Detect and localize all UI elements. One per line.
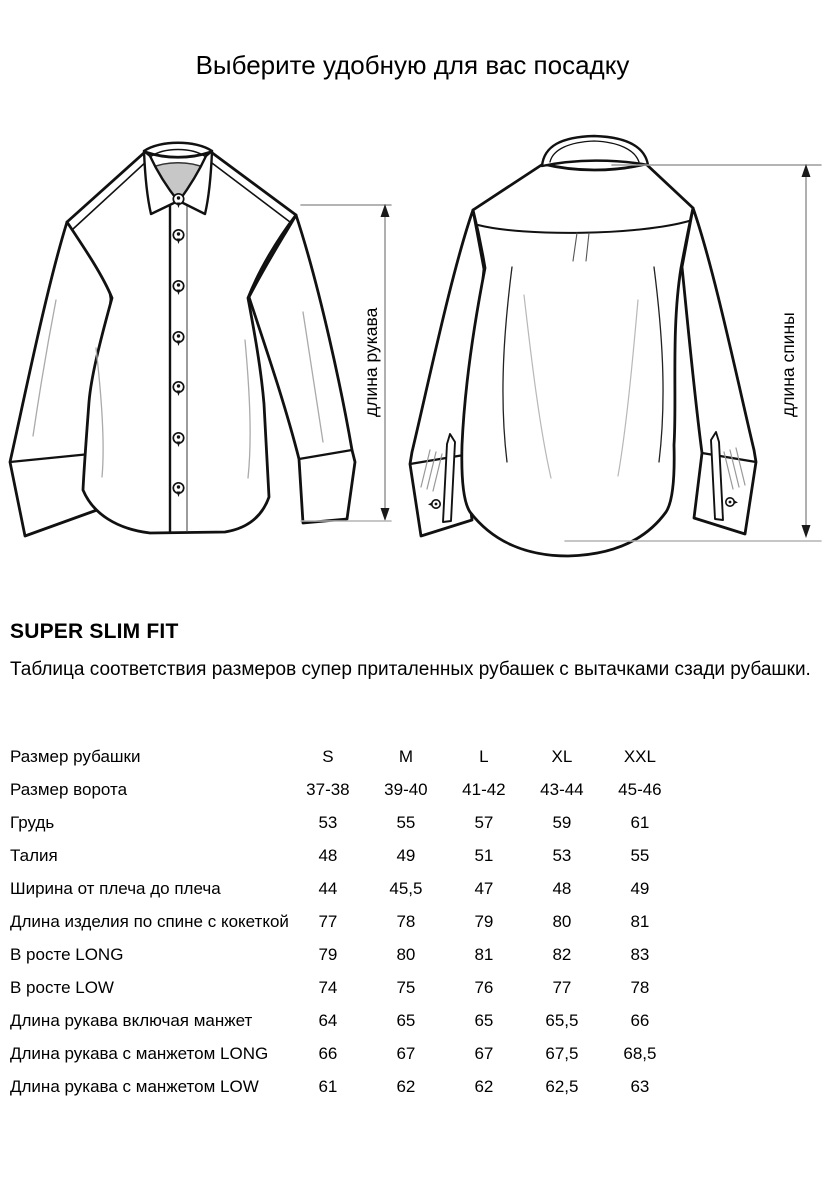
front-shirt-drawing [10,143,355,536]
size-value-cell: 51 [474,846,494,865]
size-value-cell: 49 [396,846,416,865]
arrow-down-icon [802,525,811,538]
size-value-cell: 45,5 [389,879,423,898]
size-value-cell: 61 [630,813,650,832]
size-value-cell: 79 [474,912,494,931]
size-value-cell: 53 [318,813,338,832]
size-value-cell: 66 [318,1044,338,1063]
size-value-cell: 75 [396,978,416,997]
row-label: Размер ворота [10,780,128,799]
size-column-header: XL [551,747,573,766]
size-value-cell: 63 [630,1077,650,1096]
size-value-cell: 67,5 [545,1044,579,1063]
size-table [10,740,679,1103]
table-row [10,839,679,872]
row-label: Длина рукава с манжетом LOW [10,1077,259,1096]
table-row [10,773,679,806]
size-value-cell: 59 [552,813,572,832]
size-column-header: M [398,747,413,766]
size-value-cell: 67 [396,1044,416,1063]
size-value-cell: 48 [318,846,338,865]
arrow-down-icon [381,508,390,521]
size-value-cell: 39-40 [384,780,428,799]
size-value-cell: 41-42 [462,780,506,799]
size-value-cell: 48 [552,879,572,898]
table-row [10,872,679,905]
size-column-header: S [322,747,334,766]
table-row [10,1070,679,1103]
row-label: Длина рукава включая манжет [10,1011,253,1030]
sleeve-length-label: длина рукава [361,307,381,417]
row-label: Длина изделия по спине с кокеткой [10,912,289,931]
row-label: Ширина от плеча до плеча [10,879,221,898]
size-value-cell: 65 [474,1011,494,1030]
size-value-cell: 45-46 [618,780,662,799]
size-value-cell: 53 [552,846,572,865]
page-title: Выберите удобную для вас посадку [195,50,630,80]
size-value-cell: 78 [396,912,416,931]
row-label: Грудь [10,813,55,832]
size-value-cell: 55 [396,813,416,832]
size-value-cell: 49 [630,879,650,898]
size-table-header-row [10,740,679,773]
size-column-header: XXL [623,747,656,766]
row-label: Талия [10,846,58,865]
size-value-cell: 81 [630,912,650,931]
back-shirt-drawing [410,136,756,556]
size-value-cell: 65 [396,1011,416,1030]
size-table-body [10,773,679,1103]
shirt-diagram [0,105,825,605]
size-value-cell: 47 [474,879,494,898]
arrow-up-icon [381,204,390,217]
size-value-cell: 82 [552,945,572,964]
size-value-cell: 55 [630,846,650,865]
size-value-cell: 61 [318,1077,338,1096]
size-value-cell: 81 [474,945,494,964]
size-value-cell: 74 [318,978,338,997]
size-value-cell: 77 [318,912,338,931]
size-value-cell: 64 [318,1011,338,1030]
table-row [10,806,679,839]
size-value-cell: 76 [474,978,494,997]
size-value-cell: 37-38 [306,780,350,799]
shirt-diagram-svg [0,105,825,605]
row-label: В росте LONG [10,945,124,964]
table-row [10,938,679,971]
arrow-up-icon [802,164,811,177]
size-value-cell: 83 [630,945,650,964]
size-column-header: L [479,747,489,766]
size-value-cell: 62,5 [545,1077,579,1096]
size-value-cell: 43-44 [540,780,584,799]
size-value-cell: 80 [396,945,416,964]
back-length-label: длина спины [778,312,798,417]
row-label: Длина рукава с манжетом LONG [10,1044,269,1063]
size-value-cell: 80 [552,912,572,931]
back-body [462,164,693,556]
front-body [67,152,296,533]
row-label: В росте LOW [10,978,114,997]
size-value-cell: 78 [630,978,650,997]
size-value-cell: 68,5 [623,1044,657,1063]
row-label: Размер рубашки [10,747,141,766]
table-row [10,1004,679,1037]
size-value-cell: 44 [318,879,338,898]
table-row [10,905,679,938]
size-value-cell: 62 [474,1077,494,1096]
size-value-cell: 77 [552,978,572,997]
fit-heading: SUPER SLIM FIT [10,620,179,643]
size-table-head [10,740,679,773]
size-value-cell: 65,5 [545,1011,579,1030]
size-value-cell: 66 [630,1011,650,1030]
size-value-cell: 67 [474,1044,494,1063]
table-row [10,971,679,1004]
size-value-cell: 79 [318,945,338,964]
table-row [10,1037,679,1070]
fit-description: Таблица соответствия размеров супер приталенных рубашек с вытачками сзади рубашки. [10,659,811,680]
size-value-cell: 62 [396,1077,416,1096]
size-value-cell: 57 [474,813,494,832]
